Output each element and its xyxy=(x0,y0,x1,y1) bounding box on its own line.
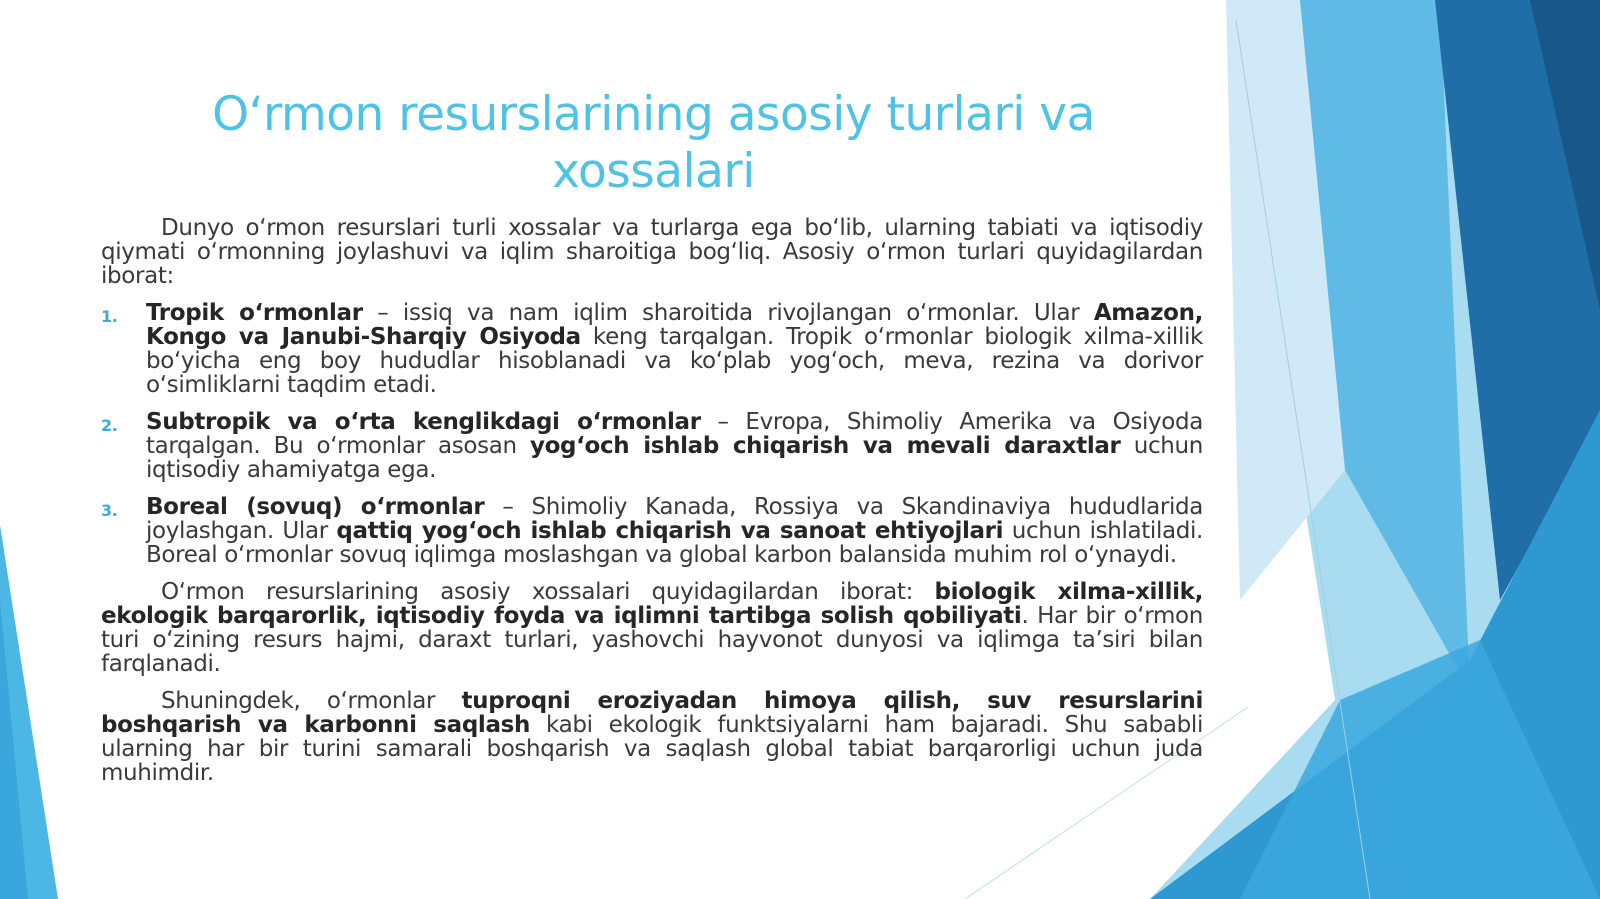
paragraph-text: . Har bir o‘rmon turi o‘zining resurs hajmi, daraxt turlari, yashovchi hayvonot dunyosi va iqlimga ta’siri bilan farqlanadi. xyxy=(101,603,1203,677)
forest-types-list xyxy=(101,301,1203,567)
item-heading: Subtropik va o‘rta kenglikdagi o‘rmonlar xyxy=(146,409,701,435)
item-text: – Evropa, Shimoliy Amerika va Osiyoda tarqalgan. Bu o‘rmonlar asosan xyxy=(146,409,1203,459)
slide-body xyxy=(101,216,1203,798)
paragraph-text: O‘rmon resurslarining asosiy xossalari quyidagilardan iborat: xyxy=(161,579,935,605)
ecology-paragraph xyxy=(101,689,1203,785)
list-item xyxy=(101,495,1203,567)
item-heading: Tropik o‘rmonlar xyxy=(146,300,363,326)
item-text: – issiq va nam iqlim sharoitida rivojlangan o‘rmonlar. Ular xyxy=(362,300,1094,326)
item-bold-text: Amazon, Kongo va Janubi-Sharqiy Osiyoda xyxy=(146,300,1203,350)
paragraph-bold-text: tuproqni eroziyadan himoya qilish, suv resurslarini boshqarish va karbonni saqlash xyxy=(101,688,1203,738)
item-text: uchun iqtisodiy ahamiyatga ega. xyxy=(146,433,1203,483)
intro-paragraph: Dunyo o‘rmon resurslari turli xossalar va turlarga ega bo‘lib, ularning tabiati va iqtisodiy qiymati o‘rmonning joylashuvi va iqlim sharoitiga bog‘liq. Asosiy o‘rmon turlari quyidagilardan iborat: xyxy=(101,215,1203,289)
list-number: 3. xyxy=(101,501,118,520)
paragraph-bold-text: biologik xilma-xillik, ekologik barqarorlik, iqtisodiy foyda va iqlimni tartibga solish qobiliyati xyxy=(101,579,1203,629)
item-text: uchun ishlatiladi. Boreal o‘rmonlar sovuq iqlimga moslashgan va global karbon balansida muhim rol o‘ynaydi. xyxy=(146,518,1203,568)
list-item xyxy=(101,301,1203,397)
slide-title: O‘rmon resurslarining asosiy turlari va xossalari xyxy=(212,87,1095,199)
properties-paragraph xyxy=(101,580,1203,676)
list-number: 2. xyxy=(101,416,118,435)
item-heading: Boreal (sovuq) o‘rmonlar xyxy=(146,494,485,520)
list-number: 1. xyxy=(101,307,118,326)
item-text: – Shimoliy Kanada, Rossiya va Skandinaviya hududlarida joylashgan. Ular xyxy=(146,494,1203,544)
paragraph-text: Shuningdek, o‘rmonlar xyxy=(161,688,462,714)
paragraph-text: kabi ekologik funktsiyalarni ham bajaradi. Shu sababli ularning har bir turini samarali boshqarish va saqlash global tabiat barqarorligi uchun juda muhimdir. xyxy=(101,712,1203,786)
item-bold-text: qattiq yog‘och ishlab chiqarish va sanoat ehtiyojlari xyxy=(336,518,1004,544)
item-bold-text: yog‘och ishlab chiqarish va mevali daraxtlar xyxy=(529,433,1121,459)
list-item xyxy=(101,410,1203,482)
item-text: keng tarqalgan. Tropik o‘rmonlar biologik xilma-xillik bo‘yicha eng boy hududlar hisoblanadi va ko‘plab yog‘och, meva, rezina va dorivor o‘simliklarni taqdim etadi. xyxy=(146,324,1204,398)
